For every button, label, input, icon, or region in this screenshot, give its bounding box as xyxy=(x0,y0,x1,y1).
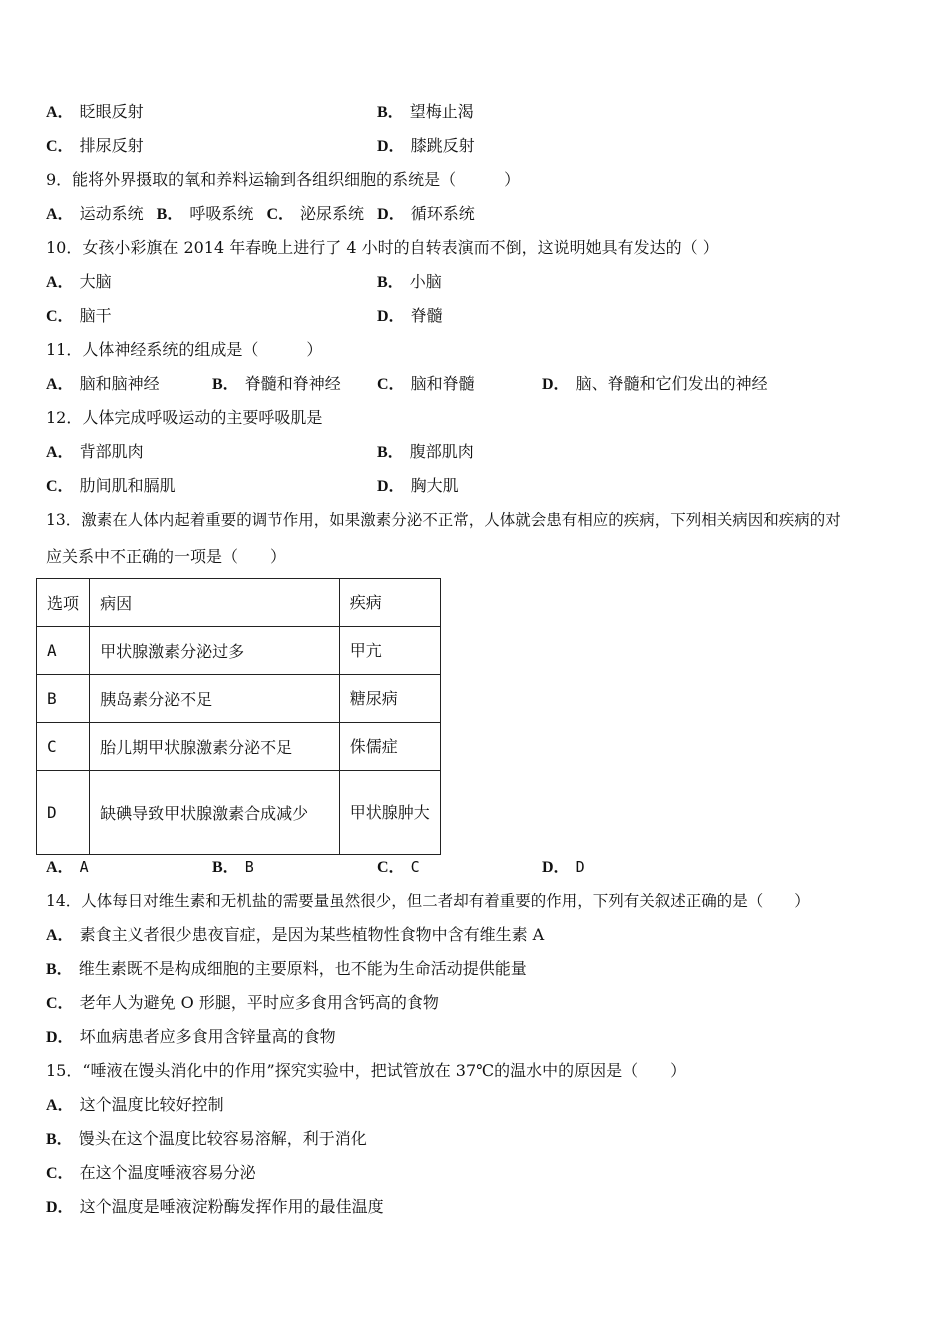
option-text: B xyxy=(244,858,254,876)
option-letter: D． xyxy=(46,1199,74,1216)
q15-option-d xyxy=(46,1195,384,1219)
option-text: 脑和脊髓 xyxy=(410,374,475,393)
option-letter: A． xyxy=(46,927,74,944)
q11-option-c xyxy=(377,372,475,396)
option-letter: D． xyxy=(46,1029,74,1046)
option-text: 泌尿系统 xyxy=(300,204,365,223)
option-text: 脊髓 xyxy=(410,306,443,325)
header-cell-cause: 病因 xyxy=(90,579,340,627)
option-letter: D． xyxy=(377,308,405,325)
option-letter: D． xyxy=(542,859,570,876)
option-letter: D． xyxy=(377,138,405,155)
option-text: D xyxy=(575,858,585,876)
option-text: 小脑 xyxy=(409,272,442,291)
option-letter: B． xyxy=(46,961,73,978)
q15-option-b xyxy=(46,1127,367,1151)
table-cell: 侏儒症 xyxy=(339,723,440,771)
option-letter: B． xyxy=(377,274,404,291)
q15-option-a xyxy=(46,1093,224,1117)
option-text: 腹部肌肉 xyxy=(409,442,474,461)
table-cell: 甲状腺激素分泌过多 xyxy=(90,627,340,675)
q10-option-c xyxy=(46,304,112,328)
q13-option-d xyxy=(542,855,585,879)
option-letter: A． xyxy=(46,1097,74,1114)
q14-option-b xyxy=(46,957,527,981)
table-cell: 胰岛素分泌不足 xyxy=(90,675,340,723)
option-text: 脑和脑神经 xyxy=(79,374,160,393)
q8-option-d xyxy=(377,134,475,158)
option-text: 素食主义者很少患夜盲症，是因为某些植物性食物中含有维生素 A xyxy=(79,925,545,944)
option-letter: B． xyxy=(212,859,239,876)
table-cell: 甲亢 xyxy=(339,627,440,675)
q13-stem-line2: 应关系中不正确的一项是（ ） xyxy=(46,547,287,566)
q10-option-b xyxy=(377,270,442,294)
q9-stem: 9．能将外界摄取的氧和养料运输到各组织细胞的系统是（ ） xyxy=(46,170,521,189)
q12-option-d xyxy=(377,474,459,498)
option-letter: C． xyxy=(46,138,74,155)
option-letter: D． xyxy=(542,376,570,393)
q11-option-d xyxy=(542,372,768,396)
q14-option-c xyxy=(46,991,439,1015)
table-row xyxy=(37,627,441,675)
option-text: 肋间肌和膈肌 xyxy=(79,476,176,495)
option-text: 膝跳反射 xyxy=(410,136,475,155)
option-text: 坏血病患者应多食用含锌量高的食物 xyxy=(79,1027,336,1046)
option-text: 望梅止渴 xyxy=(409,102,474,121)
q12-stem: 12．人体完成呼吸运动的主要呼吸肌是 xyxy=(46,408,323,427)
option-letter: B． xyxy=(377,444,404,461)
q8-option-b xyxy=(377,100,474,124)
option-text: 脑干 xyxy=(79,306,112,325)
table-cell: 甲状腺肿大 xyxy=(339,771,440,855)
option-letter: D． xyxy=(377,206,405,223)
q14-option-d xyxy=(46,1025,336,1049)
q9-options xyxy=(46,202,475,226)
q8-option-c xyxy=(46,134,144,158)
table-cell: 缺碘导致甲状腺激素合成减少 xyxy=(90,771,340,855)
q8-option-a xyxy=(46,100,144,124)
option-text: 脊髓和脊神经 xyxy=(244,374,341,393)
option-text: 排尿反射 xyxy=(79,136,144,155)
option-letter: B． xyxy=(377,104,404,121)
table-cell: 糖尿病 xyxy=(339,675,440,723)
table-row xyxy=(37,723,441,771)
table-cell: A xyxy=(37,627,90,675)
option-text: 背部肌肉 xyxy=(79,442,144,461)
option-text: 老年人为避免 O 形腿，平时应多食用含钙高的食物 xyxy=(79,993,439,1012)
q14-option-a xyxy=(46,923,544,947)
option-text: A xyxy=(79,858,89,876)
option-letter: A． xyxy=(46,444,74,461)
q11-option-a xyxy=(46,372,160,396)
option-text: 循环系统 xyxy=(410,204,475,223)
table-header-row xyxy=(37,579,441,627)
option-text: 眨眼反射 xyxy=(79,102,144,121)
q12-option-a xyxy=(46,440,144,464)
q15-stem: 15．“唾液在馒头消化中的作用”探究实验中，把试管放在 37℃的温水中的原因是（ ） xyxy=(46,1061,687,1080)
option-letter: C． xyxy=(46,478,74,495)
option-letter: A． xyxy=(46,104,74,121)
option-text: C xyxy=(410,858,420,876)
q13-table xyxy=(36,578,441,855)
q10-option-d xyxy=(377,304,443,328)
option-text: 维生素既不是构成细胞的主要原料，也不能为生命活动提供能量 xyxy=(78,959,527,978)
option-letter: A． xyxy=(46,274,74,291)
option-text: 这个温度是唾液淀粉酶发挥作用的最佳温度 xyxy=(79,1197,384,1216)
option-letter: B． xyxy=(156,206,184,223)
q14-stem: 14．人体每日对维生素和无机盐的需要量虽然很少，但二者却有着重要的作用，下列有关叙述正确的是（ ） xyxy=(46,892,810,910)
q10-option-a xyxy=(46,270,112,294)
header-cell-option: 选项 xyxy=(37,579,90,627)
table-cell: C xyxy=(37,723,90,771)
option-text: 胸大肌 xyxy=(410,476,459,495)
option-text: 在这个温度唾液容易分泌 xyxy=(79,1163,256,1182)
q10-stem: 10．女孩小彩旗在 2014 年春晚上进行了 4 小时的自转表演而不倒，这说明她具有发达的（ ） xyxy=(46,238,719,257)
q13-option-c xyxy=(377,855,420,879)
option-letter: C． xyxy=(46,995,74,1012)
q13-stem-line1: 13．激素在人体内起着重要的调节作用，如果激素分泌不正常，人体就会患有相应的疾病，下列相关病因和疾病的对 xyxy=(46,511,841,529)
option-text: 运动系统 xyxy=(79,204,144,223)
q12-option-c xyxy=(46,474,176,498)
option-text: 大脑 xyxy=(79,272,112,291)
table-cell: D xyxy=(37,771,90,855)
option-letter: D． xyxy=(377,478,405,495)
q13-option-b xyxy=(212,855,254,879)
header-cell-disease: 疾病 xyxy=(339,579,440,627)
option-letter: A． xyxy=(46,859,74,876)
q11-stem: 11．人体神经系统的组成是（ ） xyxy=(46,340,323,359)
option-text: 呼吸系统 xyxy=(189,204,254,223)
option-letter: C． xyxy=(46,1165,74,1182)
table-row xyxy=(37,675,441,723)
q12-option-b xyxy=(377,440,474,464)
option-letter: C． xyxy=(266,206,295,223)
option-text: 这个温度比较好控制 xyxy=(79,1095,224,1114)
q13-option-a xyxy=(46,855,89,879)
option-letter: A． xyxy=(46,376,74,393)
option-letter: C． xyxy=(377,859,405,876)
option-letter: C． xyxy=(377,376,405,393)
option-letter: C． xyxy=(46,308,74,325)
option-text: 馒头在这个温度比较容易溶解，利于消化 xyxy=(78,1129,367,1148)
option-letter: B． xyxy=(212,376,239,393)
table-cell: B xyxy=(37,675,90,723)
q11-option-b xyxy=(212,372,341,396)
table-row xyxy=(37,771,441,855)
option-text: 脑、脊髓和它们发出的神经 xyxy=(575,374,768,393)
option-letter: A． xyxy=(46,206,74,223)
table-cell: 胎儿期甲状腺激素分泌不足 xyxy=(90,723,340,771)
option-letter: B． xyxy=(46,1131,73,1148)
q15-option-c xyxy=(46,1161,256,1185)
